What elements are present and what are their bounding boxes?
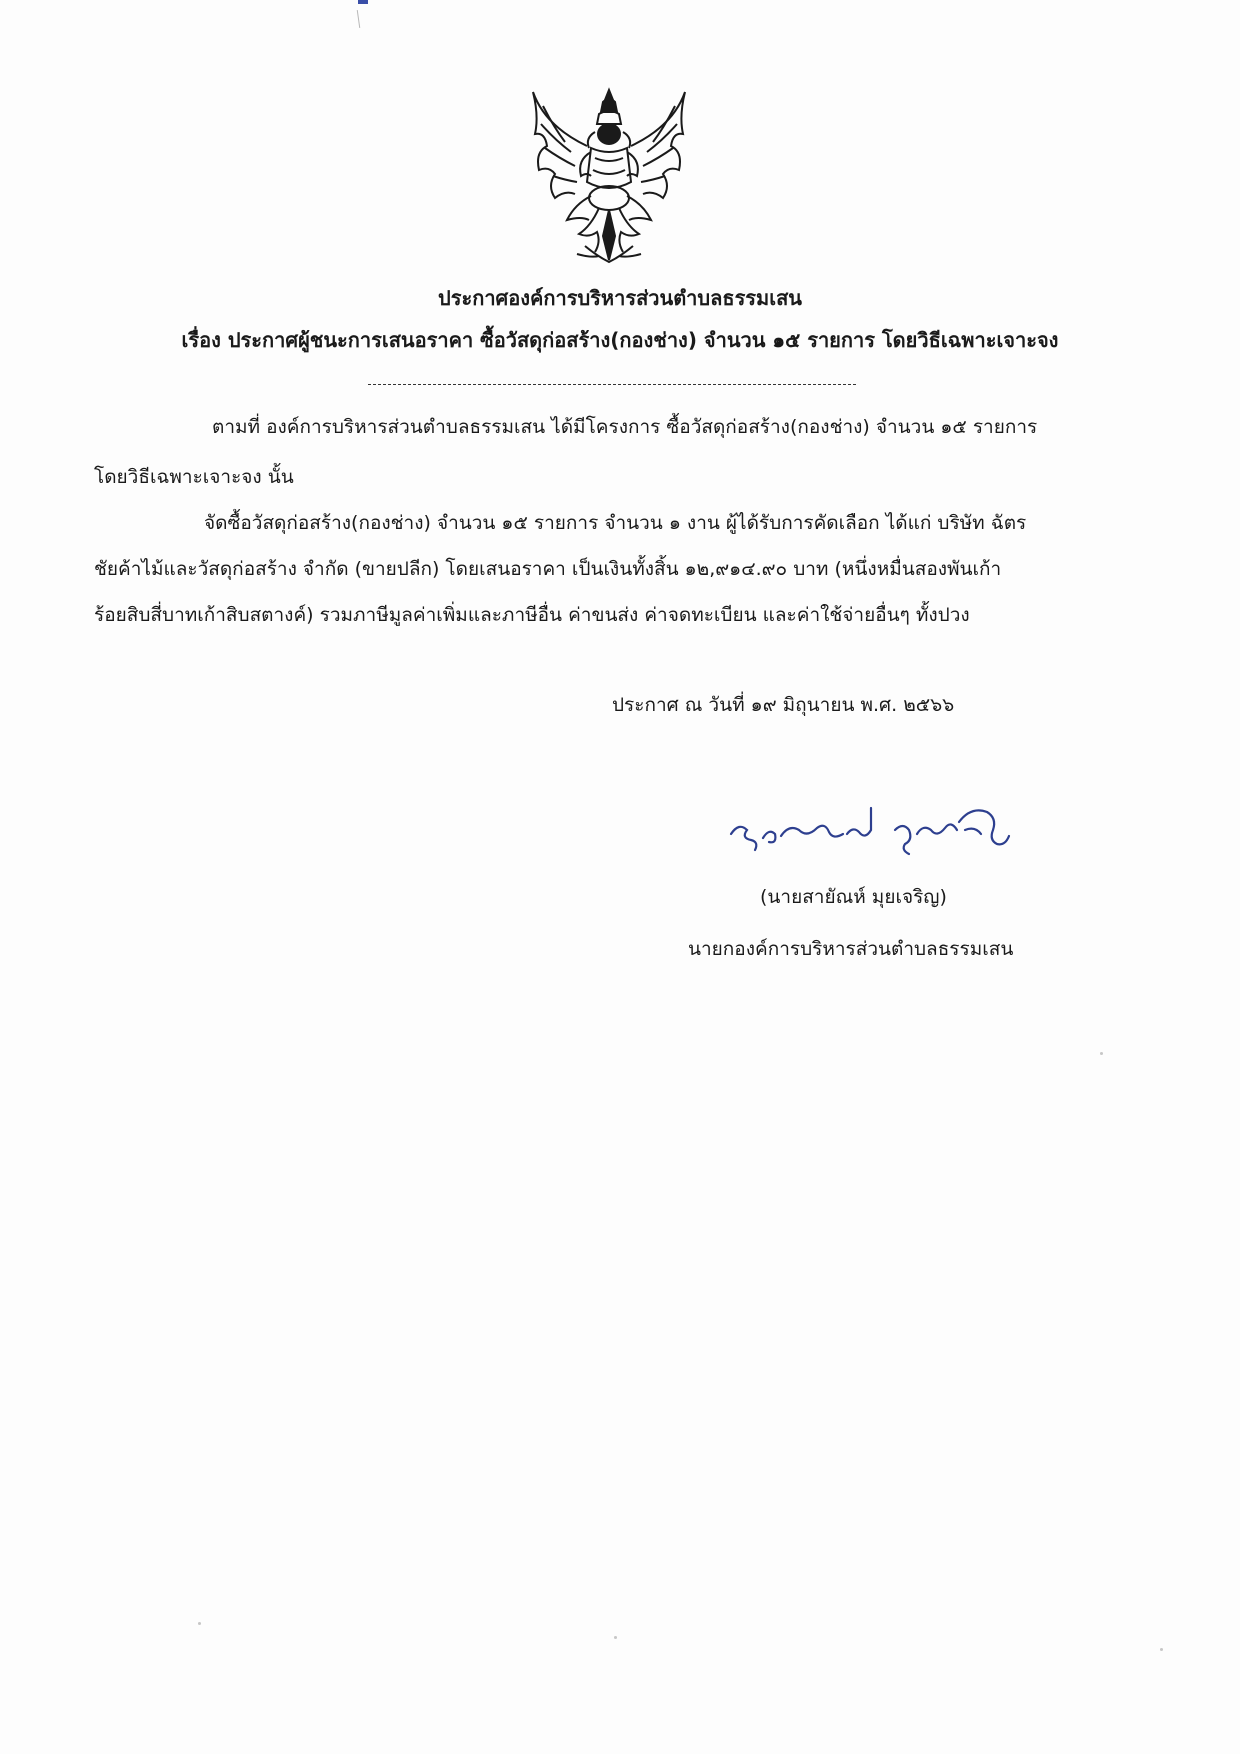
paragraph-award-line-3: ร้อยสิบสี่บาทเก้าสิบสตางค์) รวมภาษีมูลค่าเพิ่มและภาษีอื่น ค่าขนส่ง ค่าจดทะเบียน และค่าใช้จ่ายอื่นๆ ทั้งปวง [94,604,970,626]
signer-position: นายกองค์การบริหารส่วนตำบลธรรมเสน [688,938,1014,960]
scan-speck [198,1622,201,1625]
paragraph-intro-line-2: โดยวิธีเฉพาะเจาะจง นั้น [94,466,294,488]
scan-speck [614,1636,617,1639]
paragraph-award-line-1: จัดซื้อวัสดุก่อสร้าง(กองช่าง) จำนวน ๑๕ รายการ จำนวน ๑ งาน ผู้ได้รับการคัดเลือก ได้แก่ บริษัท ฉัตร [204,512,1027,534]
paragraph-intro-line-1: ตามที่ องค์การบริหารส่วนตำบลธรรมเสน ได้มีโครงการ ซื้อวัสดุก่อสร้าง(กองช่าง) จำนวน ๑๕ รายการ [212,416,1038,438]
scan-speck [1100,1052,1103,1055]
scan-speck [1160,1648,1163,1651]
signature-icon [725,800,1015,860]
announcement-date: ประกาศ ณ วันที่ ๑๙ มิถุนายน พ.ศ. ๒๕๖๖ [612,694,955,716]
announcement-title: ประกาศองค์การบริหารส่วนตำบลธรรมเสน [438,286,802,310]
scan-mark [358,0,368,4]
garuda-emblem-icon [525,86,693,264]
paragraph-award-line-2: ชัยค้าไม้และวัสดุก่อสร้าง จำกัด (ขายปลีก) โดยเสนอราคา เป็นเงินทั้งสิ้น ๑๒,๙๑๔.๙๐ บาท (หนึ่งหมื่นสองพันเก้า [94,558,1002,580]
announcement-subject: เรื่อง ประกาศผู้ชนะการเสนอราคา ซื้อวัสดุก่อสร้าง(กองช่าง) จำนวน ๑๕ รายการ โดยวิธีเฉพาะเจาะจง [181,328,1059,352]
scan-line [357,10,360,28]
divider-line [368,384,856,385]
signer-name: (นายสายัณห์ มุยเจริญ) [760,886,947,908]
